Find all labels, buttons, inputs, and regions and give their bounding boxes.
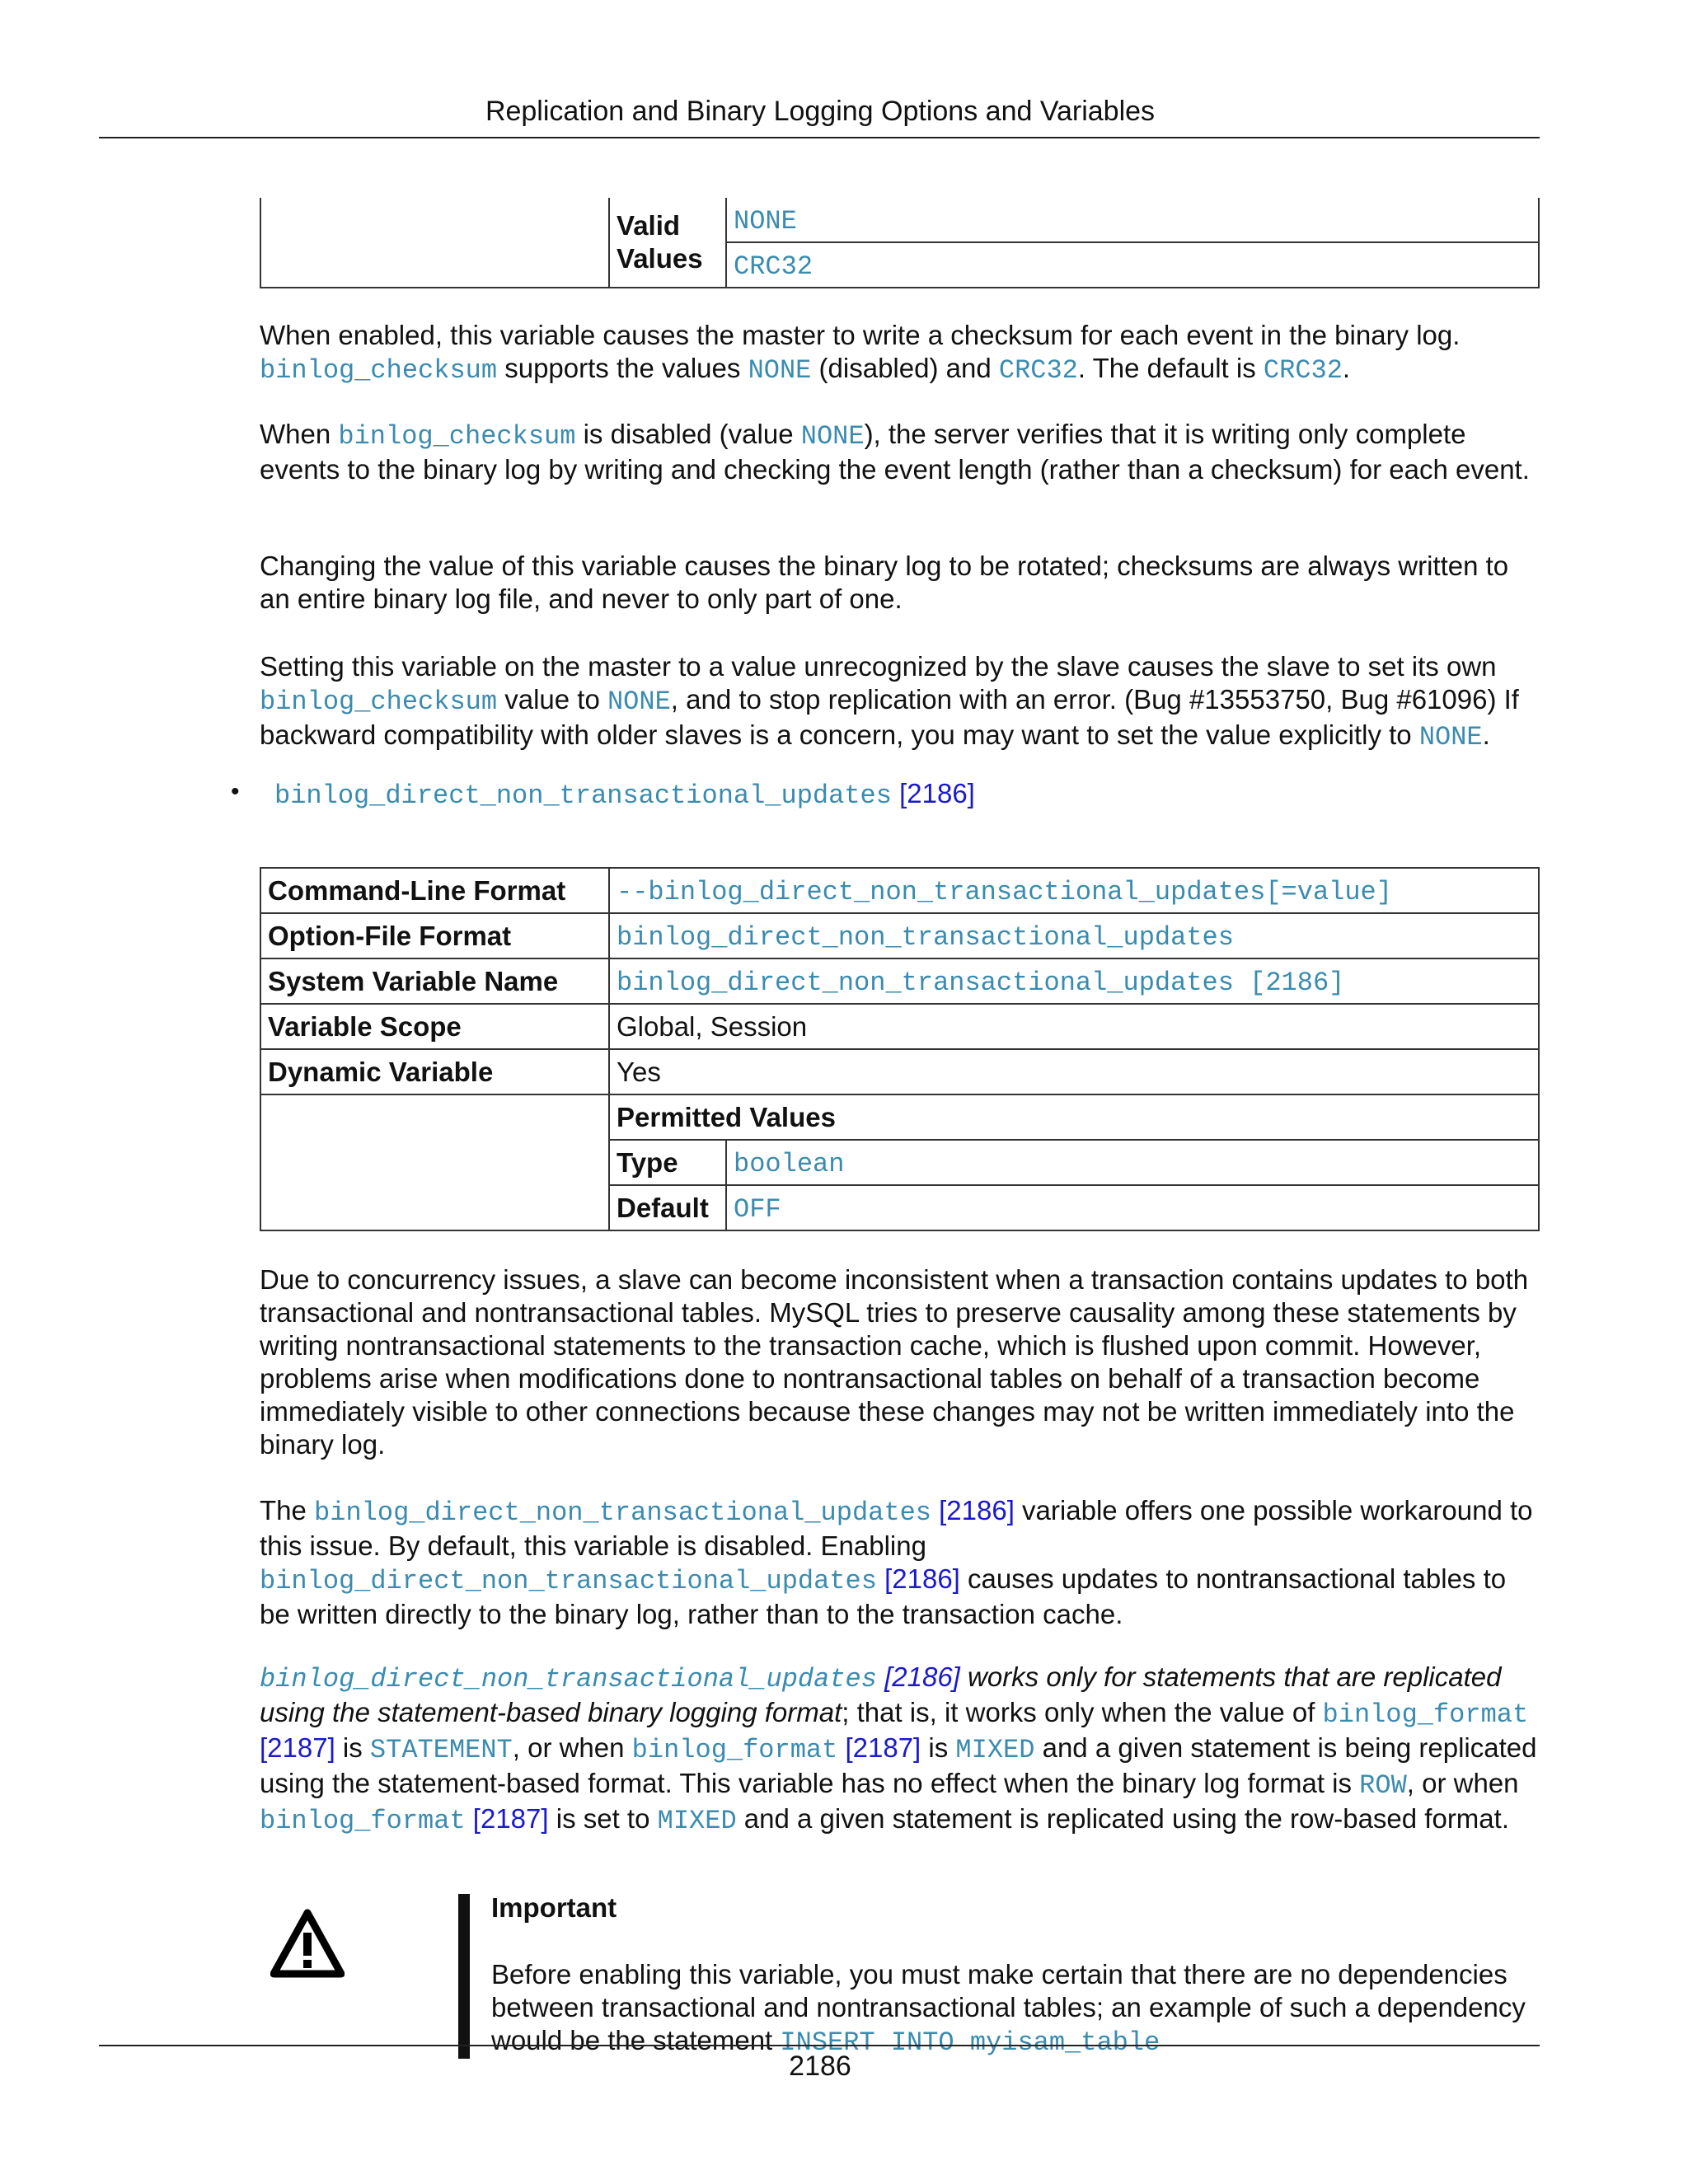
table-row: Type boolean xyxy=(260,1140,1539,1185)
empty-cell xyxy=(260,198,609,288)
system-variable-link[interactable]: binlog_direct_non_transactional_updates [2186] xyxy=(617,967,1345,998)
important-body: Before enabling this variable, you must make certain that there are no dependencies between transactional and nontransactional tables; an example of such a dependency would be the statement INSERT INTO myisam_table xyxy=(491,1959,1526,2058)
binlog-format-link[interactable]: binlog_format xyxy=(1322,1699,1529,1730)
paragraph-checksum-disabled: When binlog_checksum is disabled (value NONE), the server verifies that it is writing only complete events to the binary log by writing and checking the event length (rather than a checksum) for each event. xyxy=(260,419,1530,485)
paragraph-unrecognized-value: Setting this variable on the master to a value unrecognized by the slave causes the slave to set its own binlog_checksum value to NONE, and to stop replication with an error. (Bug #13553750, Bug #61096) If backward compatibility with older slaves is a concern, you may want to set the value explicitly to NONE. xyxy=(260,651,1519,752)
table-row xyxy=(260,1094,1539,1140)
variable-link[interactable]: binlog_direct_non_transactional_updates xyxy=(260,1566,877,1596)
variable-properties-table xyxy=(260,867,1540,1231)
binlog-format-link[interactable]: binlog_format xyxy=(631,1735,838,1765)
default-value: OFF xyxy=(734,1193,781,1225)
empty-cell xyxy=(260,1094,609,1230)
paragraph-checksum-intro: When enabled, this variable causes the master to write a checksum for each event in the binary log. binlog_checksum supports the values NONE (disabled) and CRC32. The default is CRC32. xyxy=(260,320,1461,386)
variable-link[interactable]: binlog_direct_non_transactional_updates xyxy=(314,1497,931,1528)
important-title: Important xyxy=(491,1892,617,1923)
table-row: Dynamic Variable Yes xyxy=(260,1049,1539,1094)
warning-icon xyxy=(270,1908,345,1982)
valid-value-crc32: CRC32 xyxy=(734,251,814,282)
valid-values-label: Valid Values xyxy=(609,198,726,288)
important-sidebar-bar xyxy=(458,1894,470,2059)
variable-link[interactable]: binlog_direct_non_transactional_updates xyxy=(260,1664,877,1694)
binlog-format-link[interactable]: binlog_format xyxy=(260,1806,466,1836)
paragraph-concurrency: Due to concurrency issues, a slave can become inconsistent when a transaction contains updates to both transactional and nontransactional tables. MySQL tries to preserve causality among these statements by writing nontransactional statements to the transaction cache, which is flushed upon commit. However, problems arise when modifications done to nontransactional tables on behalf of a transaction become immediately visible to other connections because these changes may not be written immediately into the binary log. xyxy=(260,1264,1529,1460)
table-row: Default OFF xyxy=(260,1185,1539,1230)
valid-values-table xyxy=(260,198,1540,288)
topic-variable-link[interactable]: binlog_direct_non_transactional_updates xyxy=(274,780,892,811)
footer-rule xyxy=(99,2045,1540,2046)
table-row: Variable Scope Global, Session xyxy=(260,1004,1539,1049)
permitted-values-label: Permitted Values xyxy=(609,1094,1539,1140)
paragraph-workaround: The binlog_direct_non_transactional_updates [2186] variable offers one possible workaround to this issue. By default, this variable is disabled. Enabling binlog_direct_non_transactional_updates [2186] causes updates to nontransactional tables to be written directly to the binary log, rather than to the transaction cache. xyxy=(260,1495,1533,1629)
table-row: Option-File Format binlog_direct_non_transactional_updates xyxy=(260,913,1539,958)
topic-page-ref[interactable]: [2186] xyxy=(899,778,975,808)
table-row: System Variable Name binlog_direct_non_transactional_updates [2186] xyxy=(260,958,1539,1004)
page-header: Replication and Binary Logging Options and Variables xyxy=(485,96,1156,127)
header-rule xyxy=(99,137,1540,138)
bullet: • xyxy=(231,778,240,805)
table-row: Command-Line Format --binlog_direct_non_transactional_updates[=value] xyxy=(260,868,1539,913)
code-binlog-checksum: binlog_checksum xyxy=(260,355,498,386)
page-number: 2186 xyxy=(789,2050,851,2082)
topic-heading[interactable] xyxy=(274,778,975,811)
paragraph-statement-based: binlog_direct_non_transactional_updates [2186] works only for statements that are replicated using the statement-based binary logging format; that is, it works only when the value of binlog_format [2187] is STATEMENT, or when binlog_format [2187] is MIXED and a given statement is being replicated using the statement-based format. This variable has no effect when the binary log format is ROW, or when binlog_format [2187] is set to MIXED and a given statement is replicated using the row-based format. xyxy=(260,1661,1537,1836)
type-value: boolean xyxy=(734,1148,845,1179)
paragraph-rotation: Changing the value of this variable causes the binary log to be rotated; checksums are always written to an entire binary log file, and never to only part of one. xyxy=(260,551,1509,614)
valid-value-none: NONE xyxy=(734,205,797,237)
